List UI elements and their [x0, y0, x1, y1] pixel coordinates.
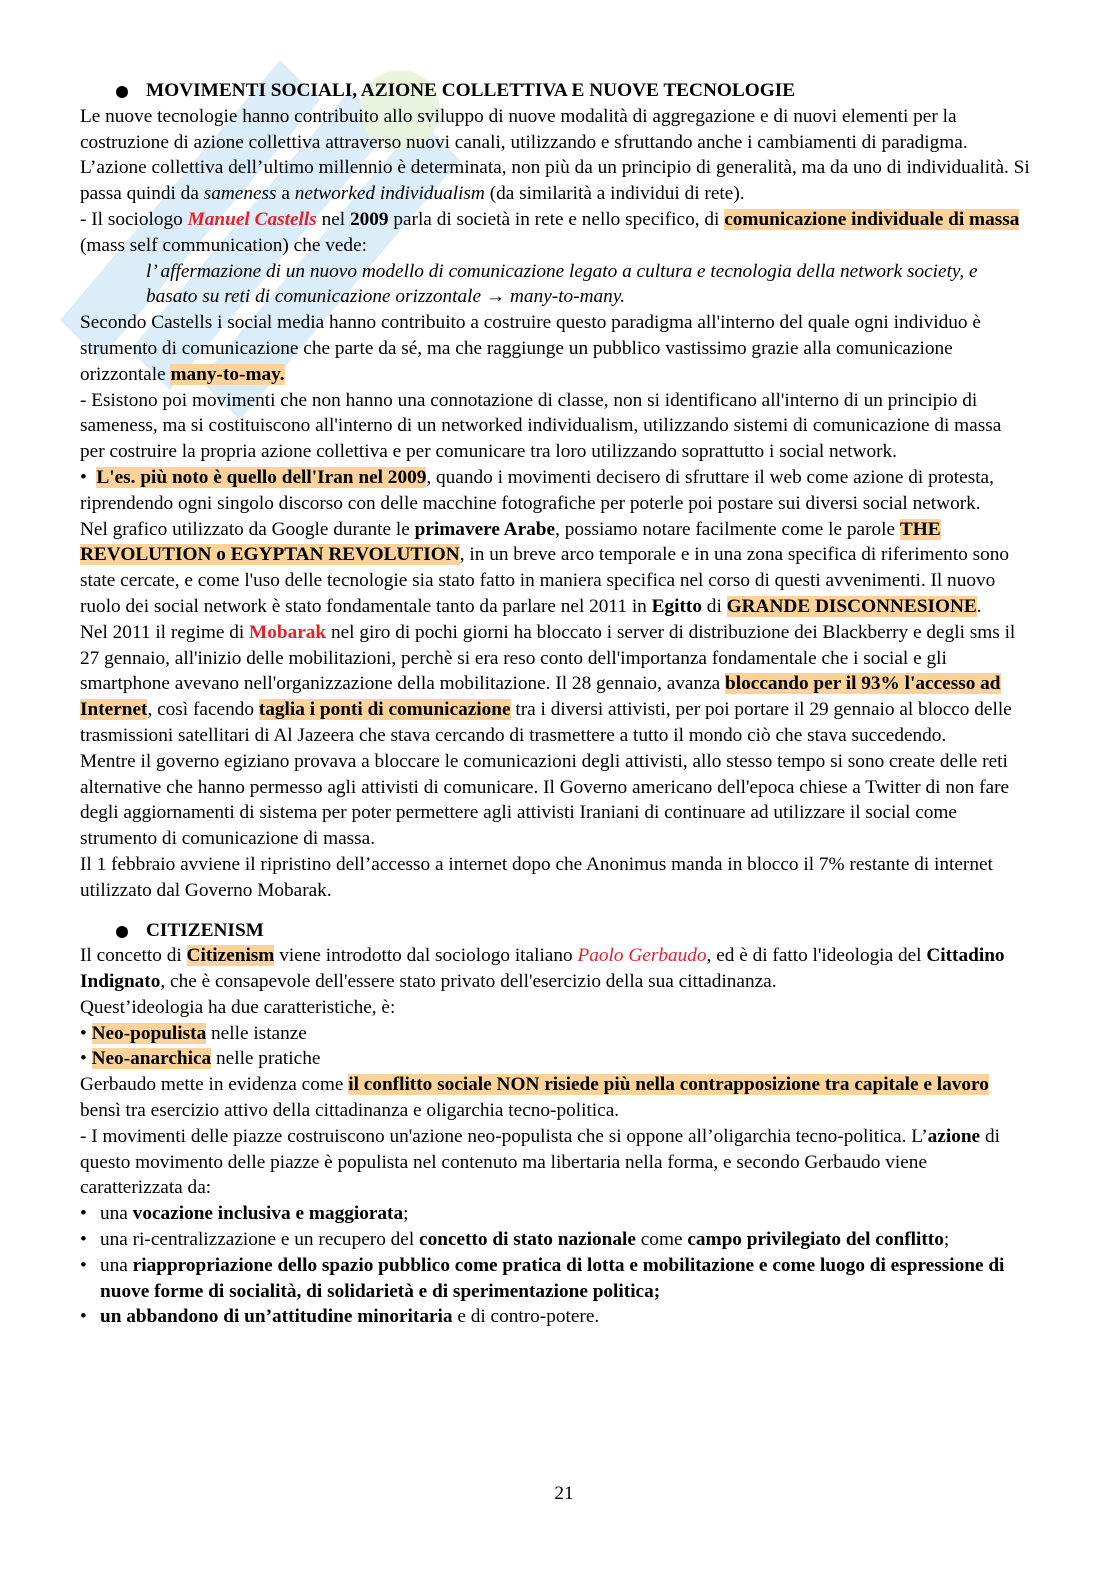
- page-number: 21: [554, 1483, 574, 1504]
- highlight: L'es. più noto è quello dell'Iran nel 2009: [96, 466, 427, 488]
- section-heading: MOVIMENTI SOCIALI, AZIONE COLLETTIVA E NUOVE TECNOLOGIE: [80, 78, 1030, 104]
- author-name: Manuel Castells: [187, 208, 317, 230]
- list-item: • una riappropriazione dello spazio pubblico come pratica di lotta e mobilitazione e come luogo di espressione di nuove forme di socialità, di solidarietà e di sperimentazione politica;: [80, 1253, 1030, 1305]
- highlight: bloccando per il 93% l'accesso ad Internet: [80, 673, 1001, 721]
- highlight: Neo-anarchica: [91, 1048, 212, 1070]
- highlight: Neo-populista: [91, 1022, 207, 1044]
- highlight: THE REVOLUTION o EGYPTAN REVOLUTION: [80, 518, 941, 566]
- paragraph: Le nuove tecnologie hanno contribuito allo sviluppo di nuove modalità di aggregazione e di nuovi elementi per la costruzione di azione collettiva attraverso nuovi canali, utilizzando e sfruttando anche i cambiamenti di paradigma.: [80, 105, 968, 153]
- paragraph: Secondo Castells i social media hanno contribuito a costruire questo paradigma all'interno del quale ogni individuo è strumento di comunicazione che parte da sé, ma che raggiunge un pubblico vastissimo grazie alla comunicazione orizzontale many-to-may.: [80, 312, 981, 385]
- quote: l’ affermazione di un nuovo modello di comunicazione legato a cultura e tecnologia della network society, e basato su reti di comunicazione orizzontale → many-to-many.: [146, 260, 978, 308]
- list-item: • un abbandono di un’attitudine minoritaria e di contro-potere.: [80, 1304, 1030, 1330]
- paragraph: L’azione collettiva dell’ultimo millennio è determinata, non più da un principio di generalità, ma da uno di individualità. Si passa quindi da sameness a networked individualism (da similarità a individui di rete).: [80, 157, 1030, 205]
- name-highlight: Mobarak: [249, 621, 327, 643]
- paragraph: Il 1 febbraio avviene il ripristino dell’accesso a internet dopo che Anonimus manda in blocco il 7% restante di internet utilizzato dal Governo Mobarak.: [80, 853, 993, 901]
- highlight: comunicazione individuale di massa: [724, 208, 1020, 230]
- paragraph: - Il sociologo Manuel Castells nel 2009 parla di società in rete e nello specifico, di comunicazione individuale di massa (mass self communication) che vede:: [80, 208, 1020, 256]
- paragraph: Quest’ideologia ha due caratteristiche, è:: [80, 996, 396, 1018]
- list-item: • una ri-centralizzazione e un recupero del concetto di stato nazionale come campo privilegiato del conflitto;: [80, 1227, 1030, 1253]
- highlight: Citizenism: [186, 945, 275, 967]
- paragraph: - I movimenti delle piazze costruiscono un'azione neo-populista che si oppone all’oligarchia tecno-politica. L’azione di questo movimento delle piazze è populista nel contenuto ma libertaria nella forma, e secondo Gerbaudo viene caratterizzata da:: [80, 1125, 1000, 1199]
- highlight: GRANDE DISCONNESIONE: [726, 595, 977, 617]
- highlight: many-to-may.: [170, 363, 285, 385]
- list-item: • Neo-populista nelle istanze: [80, 1021, 1030, 1047]
- highlight: taglia i ponti di comunicazione: [258, 699, 511, 721]
- author-name: Paolo Gerbaudo: [577, 945, 707, 967]
- document-page: [80, 78, 1030, 1330]
- paragraph: Nel grafico utilizzato da Google durante le primavere Arabe, possiamo notare facilmente come le parole THE REVOLUTION o EGYPTAN REVOLUTION, in un breve arco temporale e in una zona specifica di riferimento sono state cercate, e come l'uso delle tecnologie sia stato fatto in maniera specifica nel corso di questi avvenimenti. Il nuovo ruolo dei social network è stato fondamentale tanto da parlare nel 2011 in Egitto di GRANDE DISCONNESIONE.: [80, 518, 1010, 617]
- paragraph: • L'es. più noto è quello dell'Iran nel 2009, quando i movimenti decisero di sfruttare il web come azione di protesta, riprendendo ogni singolo discorso con delle macchine fotografiche per poterle poi postare sui diversi social network.: [80, 466, 994, 514]
- paragraph: Mentre il governo egiziano provava a bloccare le comunicazioni degli attivisti, allo stesso tempo si sono create delle reti alternative che hanno permesso agli attivisti di comunicare. Il Governo americano dell'epoca chiese a Twitter di non fare degli aggiornamenti di sistema per poter permettere agli attivisti Iraniani di continuare ad utilizzare il social come strumento di comunicazione di massa.: [80, 750, 1010, 850]
- paragraph: Gerbaudo mette in evidenza come il conflitto sociale NON risiede più nella contrapposizione tra capitale e lavoro bensì tra esercizio attivo della cittadinanza e oligarchia tecno-politica.: [80, 1074, 989, 1122]
- list-item: • una vocazione inclusiva e maggiorata;: [80, 1201, 1030, 1227]
- paragraph: Nel 2011 il regime di Mobarak nel giro di pochi giorni ha bloccato i server di distribuzione dei Blackberry e degli sms il 27 gennaio, all'inizio delle mobilitazioni, perchè si era reso conto dell'importanza fondamentale che i social e gli smartphone avevano nell'organizzazione della mobilitazione. Il 28 gennaio, avanza bloccando per il 93% l'accesso ad Internet, così facendo taglia i ponti di comunicazione tra i diversi attivisti, per poi portare il 29 gennaio al blocco delle trasmissioni satellitari di Al Jazeera che stava cercando di trasmettere a tutto il mondo ciò che stava succedendo.: [80, 621, 1016, 746]
- section-heading: CITIZENISM: [80, 918, 1030, 944]
- paragraph: - Esistono poi movimenti che non hanno una connotazione di classe, non si identificano all'interno di un principio di sameness, ma si costituiscono all'interno di un networked individualism, utilizzando sistemi di comunicazione di massa per costruire la propria azione collettiva e per comunicare tra loro utilizzando soprattutto i social network.: [80, 389, 1002, 463]
- paragraph: Il concetto di Citizenism viene introdotto dal sociologo italiano Paolo Gerbaudo, ed è di fatto l'ideologia del Cittadino Indignato, che è consapevole dell'essere stato privato dell'esercizio della sua cittadinanza.: [80, 945, 1005, 993]
- list-item: • Neo-anarchica nelle pratiche: [80, 1046, 1030, 1072]
- highlight: il conflitto sociale NON risiede più nella contrapposizione tra capitale e lavoro: [348, 1074, 989, 1096]
